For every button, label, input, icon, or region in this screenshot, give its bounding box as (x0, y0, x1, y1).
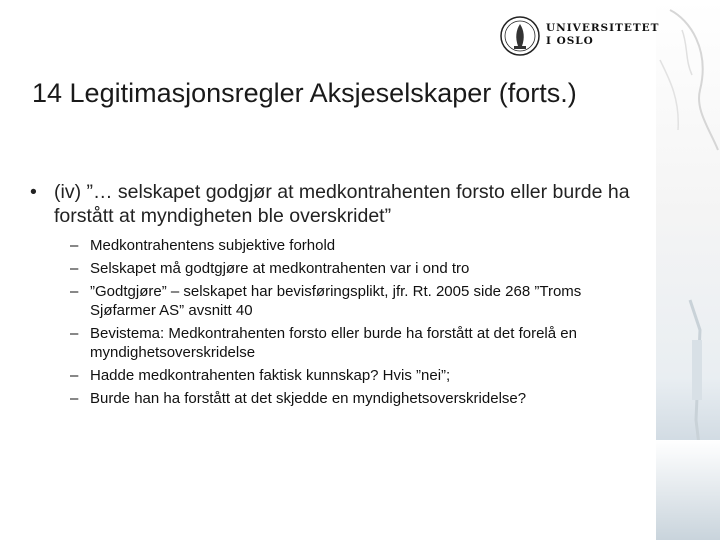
sub-bullet-marker: – (70, 390, 79, 407)
main-bullet (30, 180, 630, 228)
sub-bullet-marker: – (70, 237, 79, 254)
university-seal-icon (500, 14, 540, 58)
sub-bullet-text: Bevistema: Medkontrahenten forsto eller burde ha forstått at det forelå en myndighetsoverskridelse (90, 325, 577, 361)
sub-bullet (70, 366, 630, 385)
side-bar (656, 440, 720, 540)
university-logo (500, 12, 660, 58)
sub-bullet-marker: – (70, 260, 79, 277)
side-art-decoration (630, 0, 720, 540)
logo-line-1: UNIVERSITETET (546, 22, 660, 34)
bullet-marker: • (30, 181, 37, 203)
bullet-text: (iv) ”… selskapet godgjør at medkontrahenten forsto eller burde ha forstått at myndigheten ble overskridet” (54, 181, 630, 227)
sub-bullet (70, 236, 630, 255)
sub-bullet-marker: – (70, 283, 79, 300)
sub-bullet (70, 324, 630, 362)
sub-bullet-text: Hadde medkontrahenten faktisk kunnskap? Hvis ”nei”; (90, 367, 451, 384)
sub-bullet (70, 259, 630, 278)
sub-bullet-marker: – (70, 325, 79, 342)
logo-text (546, 22, 659, 48)
slide-content (30, 180, 630, 412)
logo-line-2: I OSLO (546, 35, 594, 47)
slide-title: 14 Legitimasjonsregler Aksjeselskaper (forts.) (32, 78, 577, 108)
sub-bullet-text: ”Godtgjøre” – selskapet har bevisføringsplikt, jfr. Rt. 2005 side 268 ”Troms Sjøfarmer AS” avsnitt 40 (90, 283, 582, 319)
sub-bullet (70, 389, 630, 408)
sub-bullet-text: Burde han ha forstått at det skjedde en myndighetsoverskridelse? (90, 390, 527, 407)
sub-bullet-marker: – (70, 367, 79, 384)
sub-bullet (70, 282, 630, 320)
sub-bullet-text: Medkontrahentens subjektive forhold (90, 237, 336, 254)
sub-bullet-list (30, 236, 630, 408)
sub-bullet-text: Selskapet må godtgjøre at medkontrahenten var i ond tro (90, 260, 470, 277)
